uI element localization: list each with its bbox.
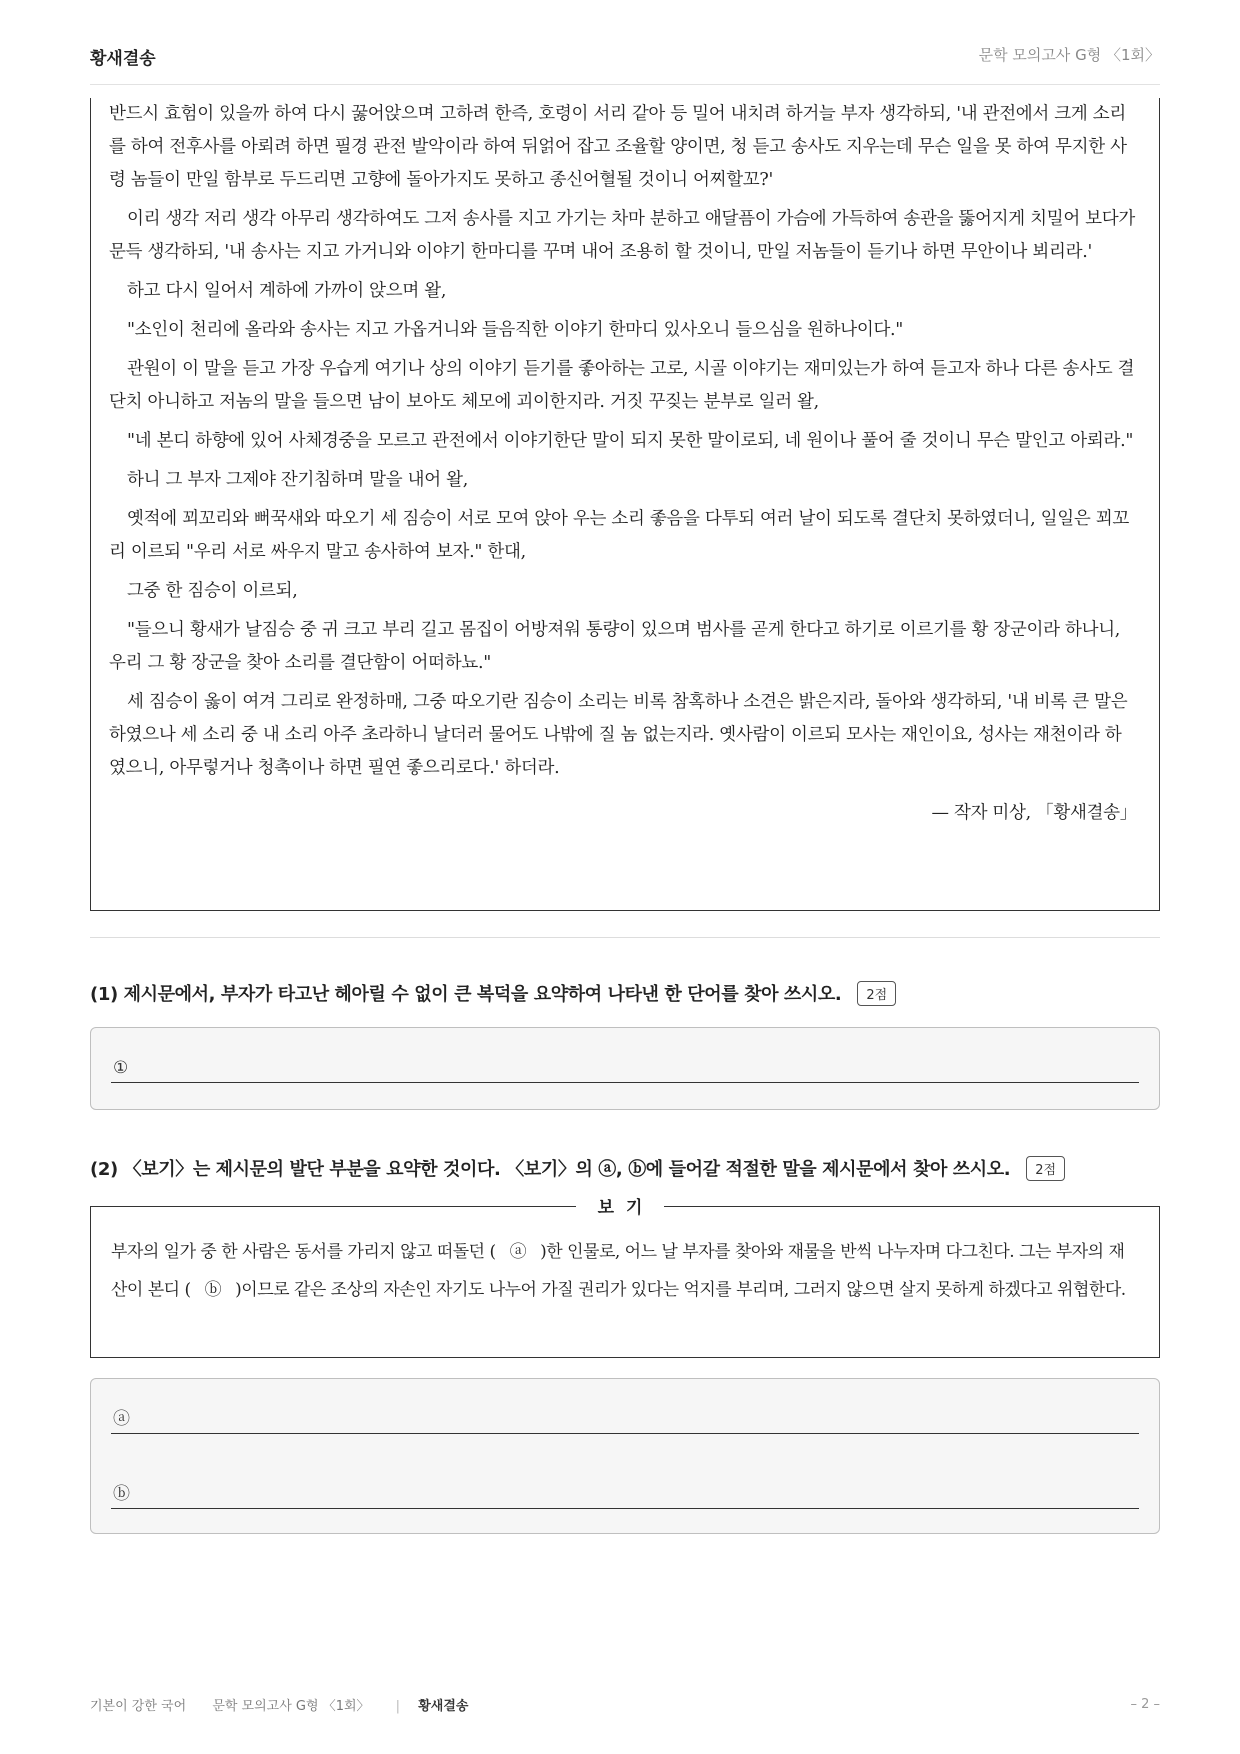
footer-title: 황새결송 [418, 1698, 469, 1714]
passage-paragraph: "들으니 황새가 날짐승 중 귀 크고 부리 길고 몸집이 어방져워 통량이 있으며 범사를 곧게 한다고 하기로 이르기를 황 장군이라 하나니, 우리 그 황 장군을 찾아 소리를 결단함이 어떠하뇨." [109, 620, 1121, 673]
answer-box-2 [90, 1378, 1160, 1534]
answer-marker: ⓑ [113, 1484, 130, 1504]
passage-source: — 작자 미상, 「황새결송」 [931, 803, 1137, 823]
header-exam-name: 문학 모의고사 G형 〈1회〉 [978, 46, 1160, 64]
bogi-label-text: 보기 [576, 1198, 665, 1218]
answer-line-b[interactable] [111, 1478, 1139, 1509]
passage-paragraph: 관원이 이 말을 듣고 가장 우습게 여기나 상의 이야기 듣기를 좋아하는 고로, 시골 이야기는 재미있는가 하여 듣고자 하나 다른 송사도 결단치 아니하고 저놈의 말을 들으면 남이 보아도 체모에 괴이한지라. 거짓 꾸짖는 분부로 일러 왈, [109, 359, 1135, 412]
blank-a: ⓐ [509, 1242, 527, 1262]
footer-book: 기본이 강한 국어 [90, 1698, 187, 1714]
bogi-label [0, 1193, 1240, 1218]
answer-marker: ⓐ [113, 1409, 130, 1429]
question-2-text: (2) 〈보기〉는 제시문의 발단 부분을 요약한 것이다. 〈보기〉의 ⓐ, ⓑ에 들어갈 적절한 말을 제시문에서 찾아 쓰시오. [90, 1159, 1011, 1180]
bogi-text-part: )한 인물로, 어느 날 부자를 찾아와 재물을 반씩 나누자며 다그친다. 그는 부자의 재산이 본디 ( [111, 1242, 1125, 1300]
answer-marker: ① [113, 1058, 129, 1078]
passage-paragraph: 세 짐승이 옳이 여겨 그리로 완정하매, 그중 따오기란 짐승이 소리는 비록 참혹하나 소견은 밝은지라, 돌아와 생각하되, '내 비록 큰 말은 하였으나 세 소리 중 내 소리 아주 초라하니 날더러 물어도 나밖에 질 놈 없는지라. 옛사람이 이르되 모사는 재인이요, 성사는 재천이라 하였으니, 아무렇거나 청촉이나 하면 필연 좋으리로다.' 하더라. [109, 692, 1128, 778]
answer-box-1 [90, 1027, 1160, 1110]
bogi-text-part: )이므로 같은 조상의 자손인 자기도 나누어 가질 권리가 있다는 억지를 부리며, 그러지 않으면 살지 못하게 하겠다고 위협한다. [235, 1280, 1126, 1300]
footer-separator: | [395, 1698, 401, 1714]
passage-box [90, 98, 1160, 911]
footer-left [90, 1695, 490, 1714]
page-footer [90, 1694, 1160, 1714]
passage-paragraph: 하니 그 부자 그제야 잔기침하며 말을 내어 왈, [127, 470, 468, 490]
answer-line-a[interactable] [111, 1403, 1139, 1434]
page-header [90, 44, 1160, 85]
passage-paragraph: "네 본디 하향에 있어 사체경중을 모르고 관전에서 이야기한단 말이 되지 못한 말이로되, 네 원이나 풀어 줄 것이니 무슨 말인고 아뢰라." [127, 431, 1134, 451]
passage-paragraph: "소인이 천리에 올라와 송사는 지고 가옵거니와 들음직한 이야기 한마디 있사오니 들으심을 원하나이다." [127, 320, 904, 340]
question-2 [90, 1155, 1160, 1181]
passage-paragraph: 하고 다시 일어서 계하에 가까이 앉으며 왈, [127, 281, 447, 301]
passage-paragraph: 반드시 효험이 있을까 하여 다시 꿇어앉으며 고하려 한즉, 호령이 서리 같아 등 밀어 내치려 하거늘 부자 생각하되, '내 관전에서 크게 소리를 하여 전후사를 아뢰려 하면 필경 관전 발악이라 하여 뒤얽어 잡고 조율할 양이면, 청 듣고 송사도 지우는데 무슨 일을 못 하여 무지한 사령 놈들이 만일 함부로 두드리면 고향에 돌아가지도 못하고 종신어혈될 것이니 어찌할꼬?' [109, 104, 1127, 190]
answer-line-1[interactable] [111, 1052, 1139, 1083]
footer-exam: 문학 모의고사 G형 〈1회〉 [212, 1698, 370, 1714]
passage-paragraph: 옛적에 꾀꼬리와 뻐꾹새와 따오기 세 짐승이 서로 모여 앉아 우는 소리 좋음을 다투되 여러 날이 되도록 결단치 못하였더니, 일일은 꾀꼬리 이르되 "우리 서로 싸우지 말고 송사하여 보자." 한대, [109, 509, 1129, 562]
points-badge: 2점 [1026, 1156, 1065, 1181]
question-1-text: (1) 제시문에서, 부자가 타고난 헤아릴 수 없이 큰 복덕을 요약하여 나타낸 한 단어를 찾아 쓰시오. [90, 984, 842, 1005]
bogi-text-part: 부자의 일가 중 한 사람은 동서를 가리지 않고 떠돌던 ( [111, 1242, 496, 1262]
header-title: 황새결송 [90, 49, 156, 69]
blank-b: ⓑ [204, 1280, 222, 1300]
passage-paragraph: 이리 생각 저리 생각 아무리 생각하여도 그저 송사를 지고 가기는 차마 분하고 애달픔이 가슴에 가득하여 송관을 뚫어지게 치밀어 보다가 문득 생각하되, '내 송사는 지고 가거니와 이야기 한마디를 꾸며 내어 조용히 할 것이니, 만일 저놈들이 듣기나 하면 무안이나 뵈리라.' [109, 209, 1136, 262]
page-number: – 2 – [1130, 1696, 1160, 1712]
question-1 [90, 980, 1160, 1006]
points-badge: 2점 [857, 981, 896, 1006]
bogi-box [90, 1206, 1160, 1358]
passage-paragraph: 그중 한 짐승이 이르되, [127, 581, 298, 601]
section-divider [90, 937, 1160, 938]
